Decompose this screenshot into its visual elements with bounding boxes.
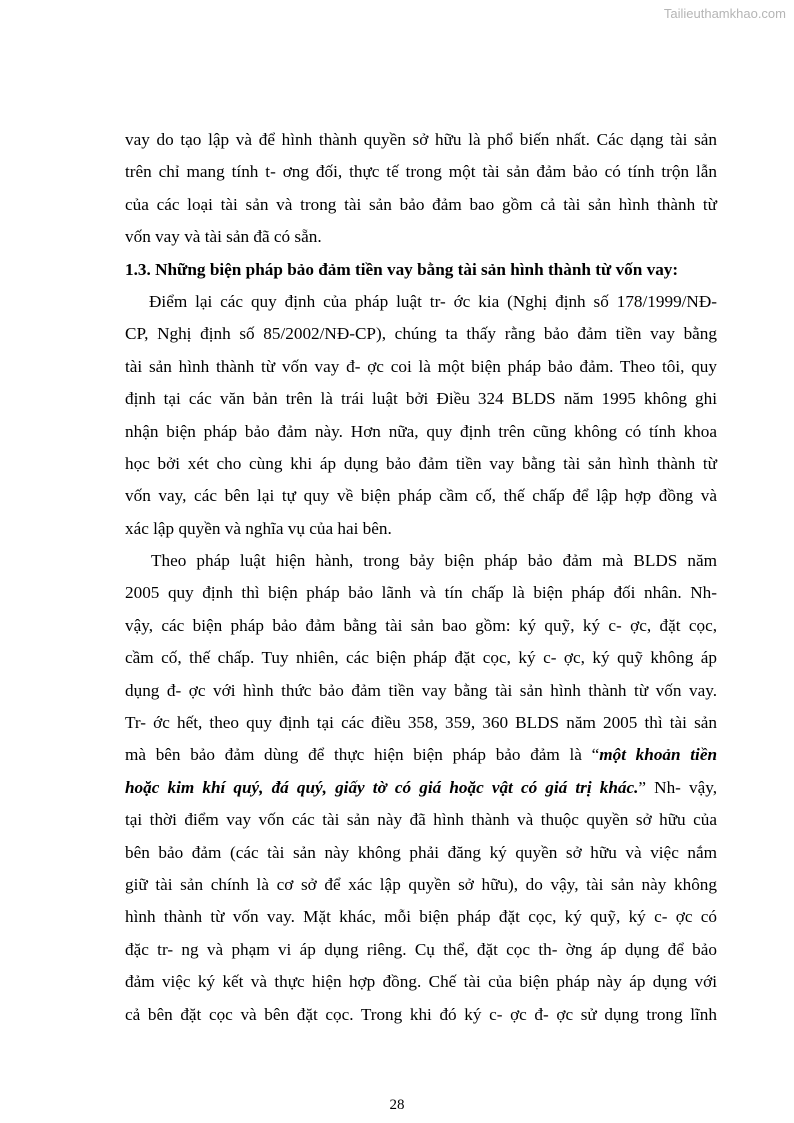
- text-line: tại thời điểm vay vốn các tài sản này đã hình thành và thuộc quyền sở hữu của: [125, 810, 717, 830]
- text-line: học bởi xét cho cùng khi áp dụng bảo đảm tiền vay bằng tài sản hình thành từ: [125, 453, 717, 473]
- document-body: [125, 124, 717, 1031]
- quote-text: hoặc kim khí quý, đá quý, giấy tờ có giá hoặc vật có giá trị khác.: [125, 777, 639, 797]
- text-line: trên chỉ mang tính t- ơng đối, thực tế trong một tài sản đảm bảo có tính trộn lẫn: [125, 162, 717, 182]
- text-line: vậy, các biện pháp bảo đảm bằng tài sản bao gồm: ký quỹ, ký c- ợc, đặt cọc,: [125, 615, 717, 635]
- text-line: của các loại tài sản và trong tài sản bảo đảm bao gồm cả tài sản hình thành từ: [125, 194, 717, 214]
- text-line: vốn vay, các bên lại tự quy về biện pháp cầm cố, thế chấp để lập hợp đồng và: [125, 486, 717, 506]
- text-line: vay do tạo lập và để hình thành quyền sở hữu là phổ biến nhất. Các dạng tài sản: [125, 130, 717, 149]
- text-line: cả bên đặt cọc và bên đặt cọc. Trong khi đó ký c- ợc đ- ợc sử dụng trong lĩnh: [125, 1004, 717, 1024]
- text-line: hình thành từ vốn vay. Mặt khác, mỗi biện pháp đặt cọc, ký quỹ, ký c- ợc có: [125, 907, 717, 927]
- watermark: Tailieuthamkhao.com: [663, 6, 786, 21]
- quote-text: một khoản tiền: [599, 745, 718, 765]
- text-line: CP, Nghị định số 85/2002/NĐ-CP), chúng ta thấy rằng bảo đảm tiền vay bằng: [125, 324, 717, 344]
- page-number: 28: [389, 1097, 405, 1113]
- text-line: định tại các văn bản trên là trái luật bởi Điều 324 BLDS năm 1995 không ghi: [125, 389, 717, 409]
- quote-lead-text: mà bên bảo đảm dùng để thực hiện biện pháp bảo đảm là “: [125, 745, 600, 765]
- text-line: [125, 772, 717, 804]
- text-line: vốn vay và tài sản đã có sẵn.: [125, 227, 322, 247]
- text-line: 2005 quy định thì biện pháp bảo lãnh và tín chấp là biện pháp đối nhân. Nh-: [125, 583, 717, 603]
- text-line: dụng đ- ợc với hình thức bảo đảm tiền vay bằng tài sản hình thành từ vốn vay.: [125, 680, 717, 700]
- text-line: tài sản hình thành từ vốn vay đ- ợc coi là một biện pháp bảo đảm. Theo tôi, quy: [125, 356, 717, 376]
- text-line: Theo pháp luật hiện hành, trong bảy biện pháp bảo đảm mà BLDS năm: [151, 551, 717, 571]
- text-line: đặc tr- ng và phạm vi áp dụng riêng. Cụ thể, đặt cọc th- ờng áp dụng để bảo: [125, 939, 717, 959]
- section-heading: 1.3. Những biện pháp bảo đảm tiền vay bằng tài sản hình thành từ vốn vay:: [125, 259, 679, 279]
- text-line: nhận biện pháp bảo đảm này. Hơn nữa, quy định trên cũng không có tính khoa: [125, 421, 717, 441]
- text-line: [125, 739, 717, 771]
- quote-tail-text: ” Nh- vậy,: [638, 777, 717, 797]
- text-line: giữ tài sản chính là cơ sở để xác lập quyền sở hữu), do vậy, tài sản này không: [125, 874, 717, 894]
- text-line: Tr- ớc hết, theo quy định tại các điều 358, 359, 360 BLDS năm 2005 thì tài sản: [125, 713, 717, 733]
- text-line: xác lập quyền và nghĩa vụ của hai bên.: [125, 518, 392, 538]
- text-line: bên bảo đảm (các tài sản này không phải đăng ký quyền sở hữu và việc nắm: [125, 842, 717, 862]
- text-line: Điểm lại các quy định của pháp luật tr- ớc kia (Nghị định số 178/1999/NĐ-: [149, 291, 717, 311]
- text-line: cầm cố, thế chấp. Tuy nhiên, các biện pháp đặt cọc, ký c- ợc, ký quỹ không áp: [125, 648, 717, 668]
- text-line: đảm việc ký kết và thực hiện hợp đồng. Chế tài của biện pháp này áp dụng với: [125, 972, 717, 992]
